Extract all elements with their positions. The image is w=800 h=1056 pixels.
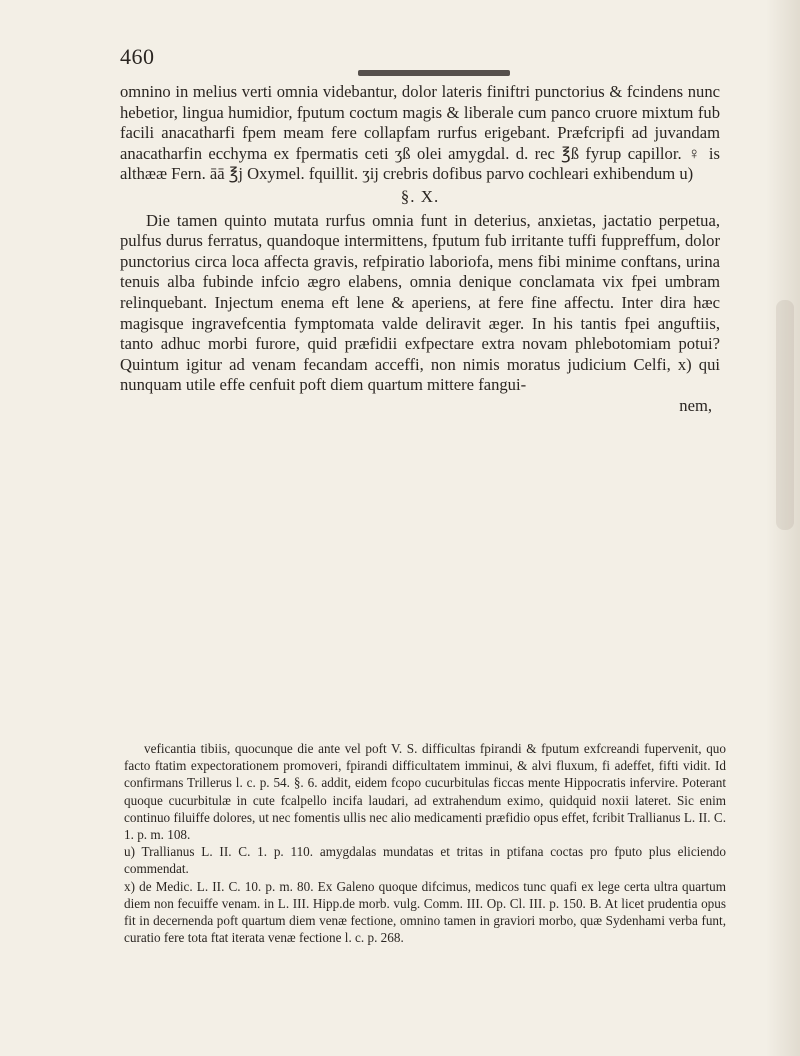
paragraph-1: omnino in melius verti omnia videbantur, dolor lateris finiftri punctorius & fcindens nunc hebetior, lingua humidior, fputum coctum magis & liberale cum panco cruore mixtum fub facili anacatharfi fpem meam fere collapfam rurfus erigebant. Præfcripfi ad juvandam anacatharfin ecchyma ex fpermatis ceti ʒß olei amygdal. d. rec ℥ß fyrup capillor. ♀ is althææ Fern. āā ℥j Oxymel. fquillit. ʒij crebris dofibus parvo cochleari exhibendum u): [120, 82, 720, 184]
header-rule: [358, 70, 510, 76]
section-heading: §. X.: [400, 186, 440, 206]
footnote-x: x) de Medic. L. II. C. 10. p. m. 80. Ex Galeno quoque difcimus, medicos tunc quafi ex lege certa ultra quartum diem non fecuiffe venam. in L. III. Hipp.de morb. vulg. Comm. III. Op. Cl. III. p. 150. B. At licet prudentia opus fit in decernenda poft quartum diem venæ fectione, omnino tamen in graviori morbo, quæ Sydenhami verba funt, curatio fere tota ftat iterata venæ fectione l. c. p. 268.: [124, 878, 726, 946]
paragraph-2: Die tamen quinto mutata rurfus omnia funt in deterius, anxietas, jactatio perpetua, pulfus durus ferratus, quandoque intermittens, fputum fub irritante tuffi fuppreffum, dolor punctorius circa loca affecta gravis, refpiratio laboriofa, mens fibi minime conftans, urina tenuis alba fubinde infcio ægro elabens, omnia denique conclamata vix fpei umbram relinquebant. Injectum enema eft lene & aperiens, at fere fine affectu. Inter dira hæc magisque ingravefcentia fymptomata valde deliravit æger. In his tantis fpei anguftiis, tanto adhuc morbi furore, quid præfidii exfpectare extra novam phlebotomiam potui? Quintum igitur ad venam fecandam acceffi, non nimis moratus judicium Celfi, x) qui nunquam utile effe cenfuit poft diem quartum mittere fangui-: [120, 210, 720, 395]
footnote-u: u) Trallianus L. II. C. 1. p. 110. amygdalas mundatas et tritas in ptifana coctas pro fputo plus eliciendo commendat.: [124, 844, 726, 877]
footnote-continued: veficantia tibiis, quocunque die ante vel poft V. S. difficultas fpirandi & fputum exfcreandi fupervenit, quo facto ftatim expectorationem promoveri, fpirandi difficultatem imminui, & alvi fluxum, fi adeffet, fifti vidit. Id confirmans Trillerus l. c. p. 54. §. 6. addit, eidem fcopo cucurbitulas ficcas mente Hippocratis infervire. Poterant quoque cucurbitulæ in cute fcalpello incifa laudari, ad extrahendum eximo, quidquid noxii lateret. Sic enim continuo filuiffe dolores, ut nec fomentis ullis nec alio medicamenti præfidio opus effet, fcribit Trallianus L. II. C. 1. p. m. 108.: [124, 741, 726, 843]
page-number: 460: [120, 44, 155, 69]
main-text: [120, 82, 720, 417]
paper-stain: [776, 300, 794, 530]
catchword: nem,: [679, 395, 712, 415]
footnotes: [124, 740, 726, 946]
